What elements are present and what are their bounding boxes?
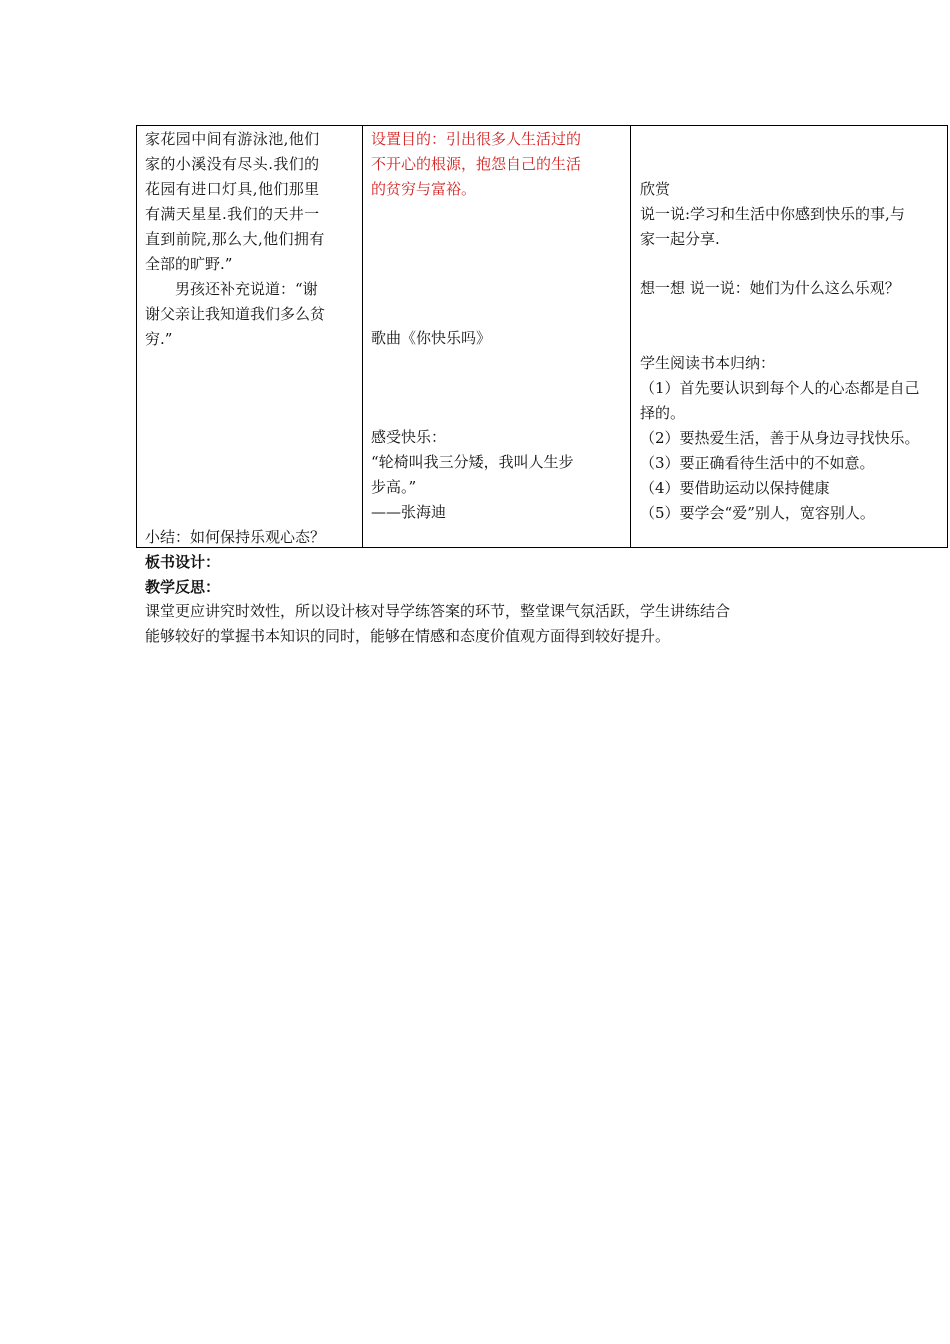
story-column — [137, 126, 363, 547]
share-line: 说一说:学习和生活中你感到快乐的事,与 — [640, 205, 905, 223]
quote-author: ——张海迪 — [371, 503, 447, 521]
point-item: 择的。 — [640, 404, 686, 422]
lesson-table — [136, 125, 948, 548]
quote-line: “轮椅叫我三分矮，我叫人生步 — [371, 453, 574, 471]
quote-line: 步高。” — [371, 478, 417, 496]
appreciate-label: 欣赏 — [640, 180, 671, 198]
story-line: 花园有进口灯具,他们那里 — [145, 180, 320, 198]
reflection-label: 教学反思： — [145, 578, 221, 596]
reflection-line: 课堂更应讲究时效性，所以设计核对导学练答案的环节，整堂课气氛活跃，学生讲练结合 — [145, 602, 731, 620]
story-line: 全部的旷野.” — [145, 255, 233, 273]
point-item: （5）要学会“爱”别人，宽容别人。 — [640, 504, 875, 522]
story-line: 家花园中间有游泳池,他们 — [145, 130, 320, 148]
summary-question: 小结：如何保持乐观心态？ — [145, 528, 326, 546]
story-line: 家的小溪没有尽头.我们的 — [145, 155, 320, 173]
activity-column — [363, 126, 631, 547]
feel-happy-title: 感受快乐： — [371, 428, 447, 446]
purpose-line: 设置目的：引出很多人生活过的 — [371, 130, 582, 148]
summary-title: 学生阅读书本归纳： — [640, 354, 776, 372]
story-line: 有满天星星.我们的天井一 — [145, 205, 320, 223]
point-item: （1）首先要认识到每个人的心态都是自己 — [640, 379, 920, 397]
story-line: 男孩还补充说道：“谢 — [175, 280, 318, 298]
point-item: （3）要正确看待生活中的不如意。 — [640, 454, 875, 472]
share-line: 家一起分享. — [640, 230, 720, 248]
point-item: （4）要借助运动以保持健康 — [640, 479, 830, 497]
story-line: 穷.” — [145, 330, 173, 348]
story-line: 直到前院,那么大,他们拥有 — [145, 230, 325, 248]
song-title: 歌曲《你快乐吗》 — [371, 329, 492, 347]
purpose-line: 的贫穷与富裕。 — [371, 180, 477, 198]
board-design-label: 板书设计： — [145, 553, 221, 571]
think-prompt: 想一想 说一说：她们为什么这么乐观？ — [640, 279, 900, 297]
story-line: 谢父亲让我知道我们多么贫 — [145, 305, 326, 323]
student-column — [631, 126, 947, 547]
reflection-line: 能够较好的掌握书本知识的同时，能够在情感和态度价值观方面得到较好提升。 — [145, 627, 671, 645]
point-item: （2）要热爱生活，善于从身边寻找快乐。 — [640, 429, 920, 447]
purpose-line: 不开心的根源，抱怨自己的生活 — [371, 155, 582, 173]
